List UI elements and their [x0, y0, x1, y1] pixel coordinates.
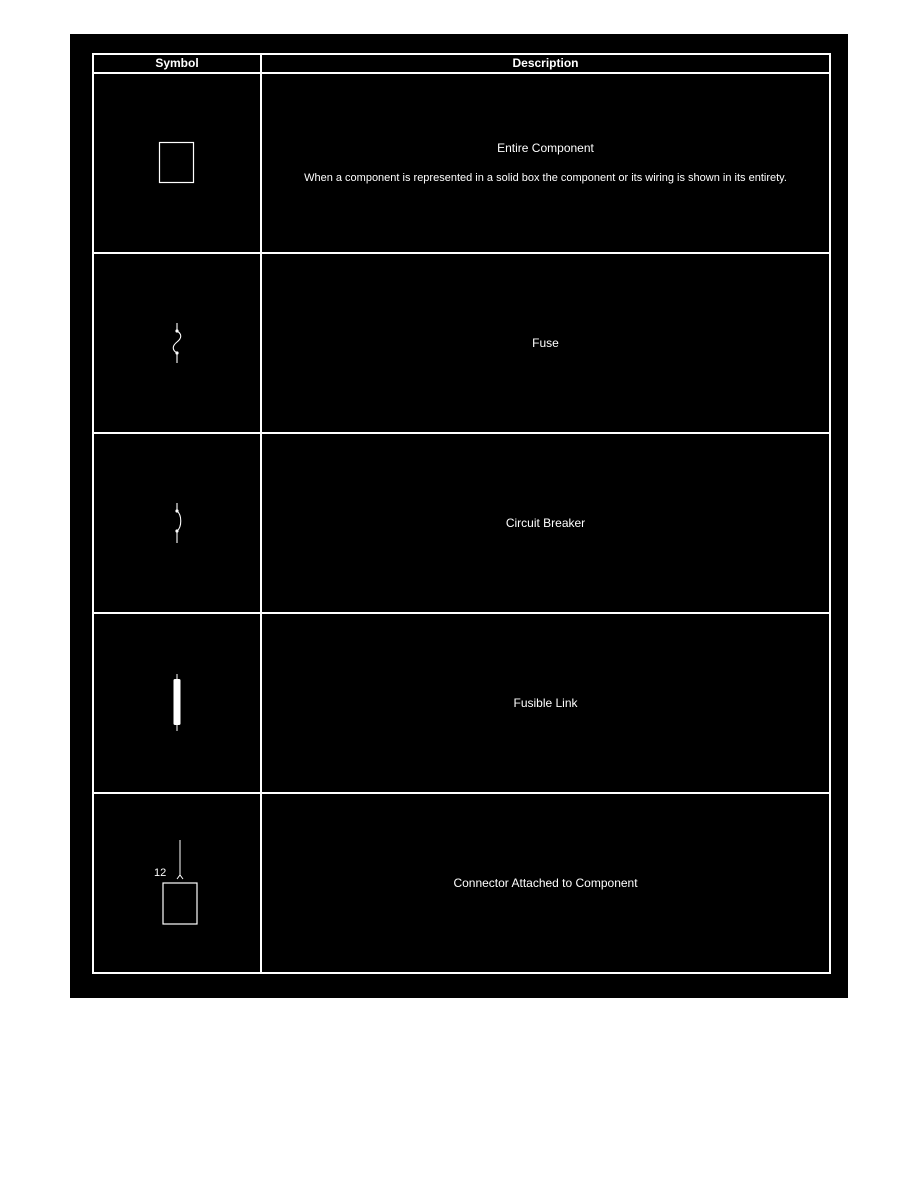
description-title: Connector Attached to Component: [453, 875, 638, 890]
header-row: [93, 54, 830, 73]
symbol-cell: [93, 613, 261, 793]
table-row: [93, 433, 830, 613]
description-note: When a component is represented in a solid box the component or its wiring is shown in its entirety.: [304, 172, 787, 184]
symbol-cell: [93, 253, 261, 433]
description-column-header: Description: [261, 54, 830, 73]
circuit-breaker-icon: [167, 501, 187, 545]
description-cell: [261, 793, 830, 973]
symbol-cell: [93, 793, 261, 973]
description-title: Fusible Link: [513, 695, 578, 710]
entire-component-box-icon: [157, 140, 197, 186]
description-cell: [261, 73, 830, 253]
symbol-cell: [93, 433, 261, 613]
table-row: [93, 613, 830, 793]
fusible-link-icon: [167, 673, 187, 733]
table-row: [93, 253, 830, 433]
description-title: Entire Component: [497, 141, 594, 155]
table-row: [93, 793, 830, 973]
description-cell: [261, 613, 830, 793]
description-title: Fuse: [532, 335, 559, 350]
symbol-column-header: Symbol: [93, 54, 261, 73]
symbol-cell: [93, 73, 261, 253]
fuse-icon: [167, 321, 187, 365]
description-title: Circuit Breaker: [505, 515, 586, 530]
description-cell: [261, 433, 830, 613]
table-row: [93, 73, 830, 253]
connector-attached-icon: [152, 838, 202, 928]
symbol-sheet: [70, 34, 848, 998]
description-cell: [261, 253, 830, 433]
symbol-table: [92, 53, 831, 974]
connector-pin-label: 12: [154, 867, 167, 879]
